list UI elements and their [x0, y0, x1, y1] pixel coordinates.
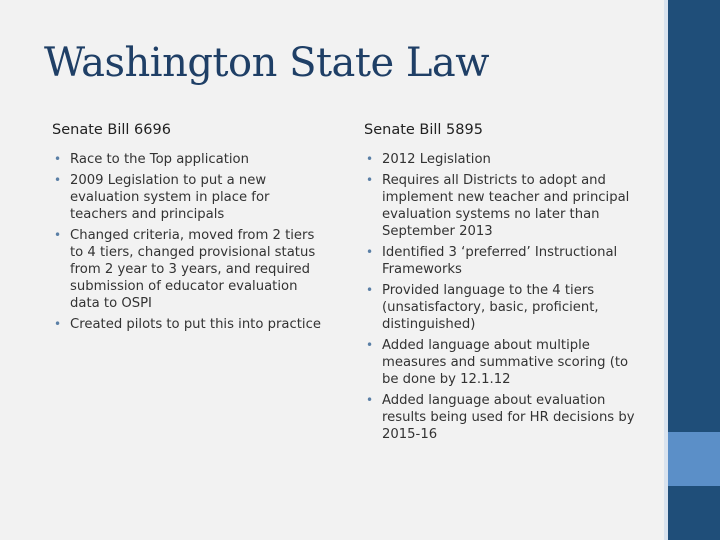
bullet-item: • Requires all Districts to adopt and implement new teacher and principal evaluation systems no later than September 2013 — [364, 172, 638, 241]
bullet-item: • Race to the Top application — [52, 151, 322, 168]
bullet-item: • 2009 Legislation to put a new evaluation system in place for teachers and principals — [52, 172, 322, 224]
column-senate-bill-5895 — [364, 122, 638, 447]
slide-title: Washington State Law — [44, 40, 489, 86]
column-senate-bill-6696 — [52, 122, 322, 337]
column-heading: Senate Bill 5895 — [364, 122, 483, 138]
column-heading: Senate Bill 6696 — [52, 122, 171, 138]
bullet-item: • Added language about evaluation results being used for HR decisions by 2015-16 — [364, 392, 638, 444]
bullet-item: • Changed criteria, moved from 2 tiers to 4 tiers, changed provisional status from 2 year to 3 years, and required submission of educator evaluation data to OSPI — [52, 227, 322, 313]
bullet-item: • Provided language to the 4 tiers (unsatisfactory, basic, proficient, distinguished) — [364, 282, 638, 334]
sidebar-accent-block — [668, 432, 720, 486]
bullet-item: • Added language about multiple measures and summative scoring (to be done by 12.1.12 — [364, 337, 638, 389]
bullet-item: • Created pilots to put this into practice — [52, 316, 322, 333]
bullet-item: • 2012 Legislation — [364, 151, 638, 168]
bullet-list — [52, 151, 322, 333]
bullet-list — [364, 151, 638, 443]
bullet-item: • Identified 3 ‘preferred’ Instructional Frameworks — [364, 244, 638, 278]
